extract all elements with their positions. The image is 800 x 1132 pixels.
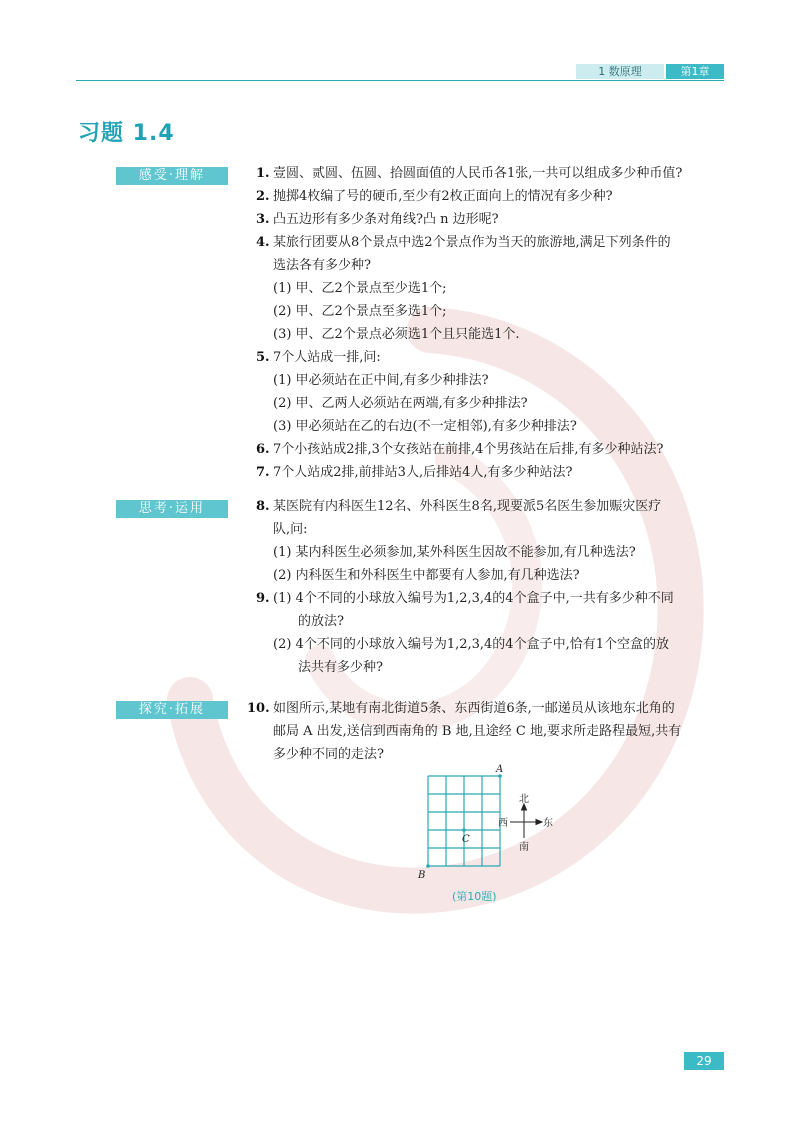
problem-4-sub-1: (1) 甲、乙2个景点至少选1个; xyxy=(273,281,447,296)
street-grid-figure xyxy=(410,760,570,884)
section-label-application: 思考·运用 xyxy=(116,500,228,518)
point-b-marker xyxy=(426,864,430,868)
problem-10-text-line-1: 如图所示,某地有南北街道5条、东西街道6条,一邮递员从该地东北角的 xyxy=(273,701,675,716)
problem-4-number: 4. xyxy=(256,235,270,250)
problem-9-number: 9. xyxy=(256,591,270,606)
compass-north: 北 xyxy=(519,794,529,805)
problem-9-sub-1-line-2: 的放法? xyxy=(298,614,344,629)
problem-5-text: 7个人站成一排,问: xyxy=(273,350,381,365)
problem-2-text: 抛掷4枚编了号的硬币,至少有2枚正面向上的情况有多少种? xyxy=(273,189,613,204)
label-a: A xyxy=(496,764,504,775)
problem-5-number: 5. xyxy=(256,350,270,365)
problem-9-sub-2-line-1: (2) 4个不同的小球放入编号为1,2,3,4的4个盒子中,恰有1个空盒的放 xyxy=(273,637,669,652)
problem-1-text: 壹圆、贰圆、伍圆、拾圆面值的人民币各1张,一共可以组成多少种币值? xyxy=(273,166,683,181)
problem-1-number: 1. xyxy=(256,166,270,181)
problem-3-number: 3. xyxy=(256,212,270,227)
problem-8-sub-1: (1) 某内科医生必须参加,某外科医生因故不能参加,有几种选法? xyxy=(273,545,636,560)
problem-4-sub-3: (3) 甲、乙2个景点必须选1个且只能选1个. xyxy=(273,327,520,342)
problem-2-number: 2. xyxy=(256,189,270,204)
street-grid xyxy=(428,776,500,866)
problem-3-text: 凸五边形有多少条对角线?凸 n 边形呢? xyxy=(273,212,499,227)
problem-10-text-line-3: 多少种不同的走法? xyxy=(273,747,384,762)
problem-5-sub-3: (3) 甲必须站在乙的右边(不一定相邻),有多少种排法? xyxy=(273,419,577,434)
problem-4-text-line-1: 某旅行团要从8个景点中选2个景点作为当天的旅游地,满足下列条件的 xyxy=(273,235,671,250)
problem-9-sub-1-line-1: (1) 4个不同的小球放入编号为1,2,3,4的4个盒子中,一共有多少种不同 xyxy=(273,591,674,606)
problem-4-text-line-2: 选法各有多少种? xyxy=(273,258,371,273)
compass-south: 南 xyxy=(519,842,529,853)
point-c-marker xyxy=(462,828,466,832)
header-rule xyxy=(76,80,724,81)
problem-10-text-line-2: 邮局 A 出发,送信到西南角的 B 地,且途经 C 地,要求所走路程最短,共有 xyxy=(273,724,682,739)
problem-10-number: 10. xyxy=(247,701,270,716)
section-label-understanding: 感受·理解 xyxy=(116,167,228,185)
problem-8-text-line-2: 队,问: xyxy=(273,522,308,537)
chapter-title-tab: 1 数原理 xyxy=(576,64,664,79)
problem-7-number: 7. xyxy=(256,465,270,480)
problem-4-sub-2: (2) 甲、乙2个景点至多选1个; xyxy=(273,304,447,319)
page-number: 29 xyxy=(684,1052,724,1070)
section-label-exploration: 探究·拓展 xyxy=(116,701,228,719)
page-title: 习题 1.4 xyxy=(78,121,175,146)
problem-8-text-line-1: 某医院有内科医生12名、外科医生8名,现要派5名医生参加赈灾医疗 xyxy=(273,499,662,514)
label-c: C xyxy=(462,834,470,845)
compass-east: 东 xyxy=(543,818,553,829)
figure-caption: (第10题) xyxy=(452,890,497,903)
compass xyxy=(510,804,542,838)
problem-6-number: 6. xyxy=(256,442,270,457)
chapter-number-tab: 第1章 xyxy=(666,64,724,79)
problem-8-sub-2: (2) 内科医生和外科医生中都要有人参加,有几种选法? xyxy=(273,568,580,583)
problem-8-number: 8. xyxy=(256,499,270,514)
problem-9-sub-2-line-2: 法共有多少种? xyxy=(298,660,383,675)
problem-5-sub-2: (2) 甲、乙两人必须站在两端,有多少种排法? xyxy=(273,396,528,411)
problem-6-text: 7个小孩站成2排,3个女孩站在前排,4个男孩站在后排,有多少种站法? xyxy=(273,442,664,457)
problem-5-sub-1: (1) 甲必须站在正中间,有多少种排法? xyxy=(273,373,489,388)
compass-west: 西 xyxy=(498,818,508,829)
label-b: B xyxy=(418,870,426,881)
problem-7-text: 7个人站成2排,前排站3人,后排站4人,有多少种站法? xyxy=(273,465,573,480)
